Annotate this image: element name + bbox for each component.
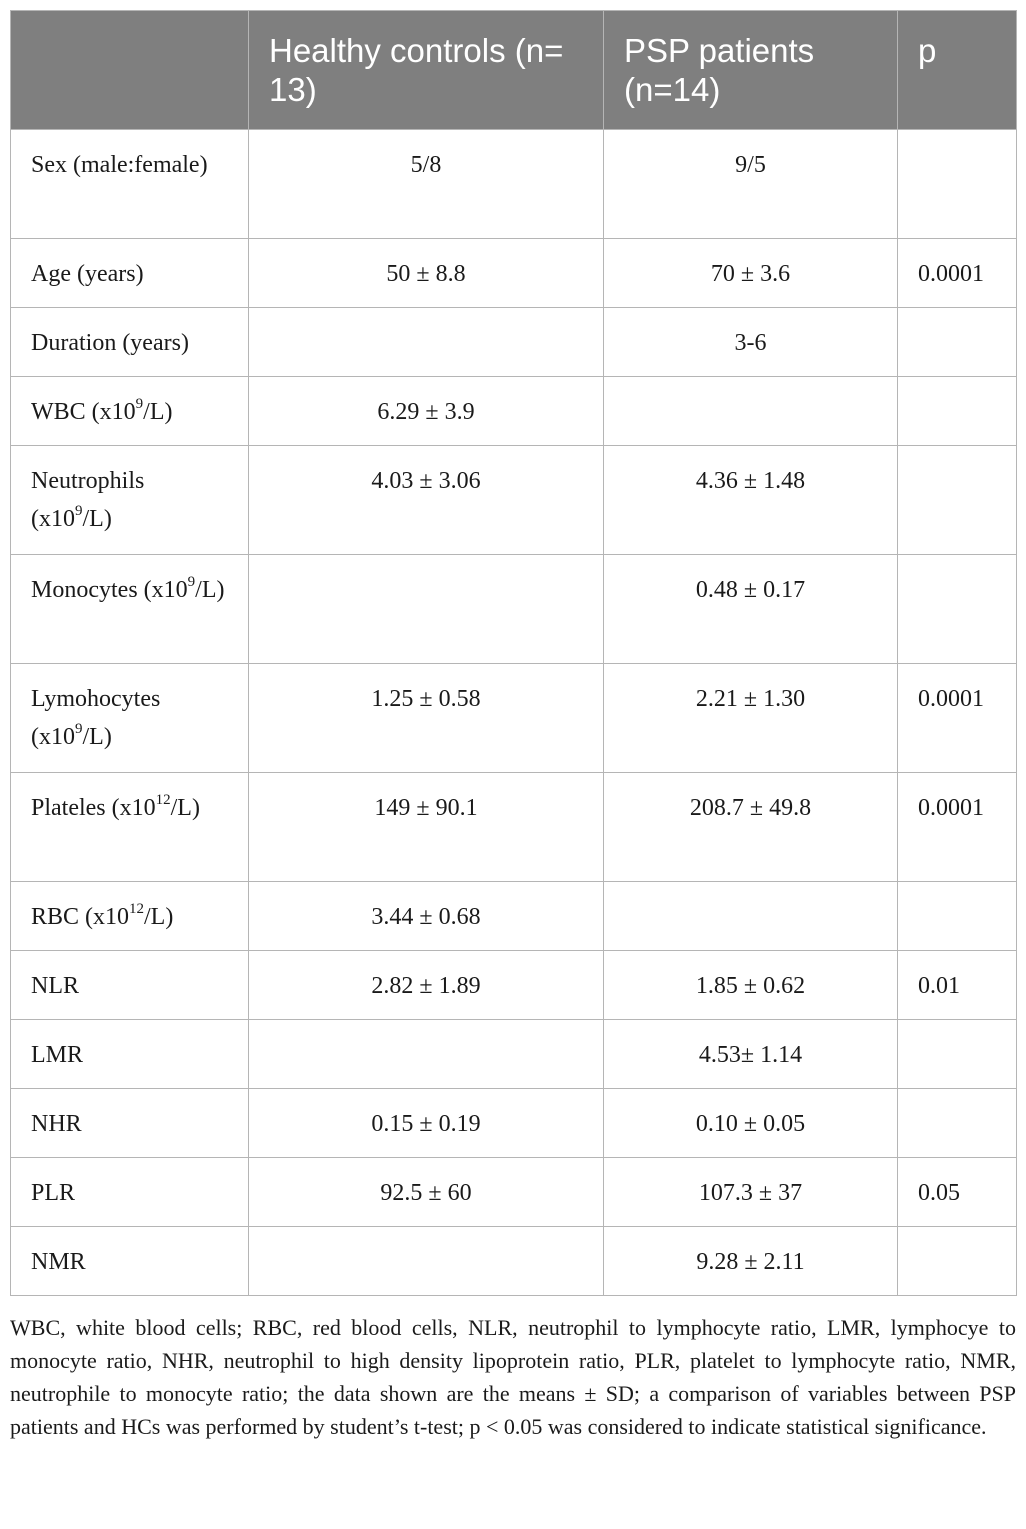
row-label-unit: /L) xyxy=(82,506,112,532)
row-label-exponent: 9 xyxy=(187,574,196,590)
p-value: 0.0001 xyxy=(898,773,1017,882)
p-value xyxy=(898,555,1017,664)
healthy-controls-value: 1.25 ± 0.58 xyxy=(249,664,604,773)
psp-patients-value: 1.85 ± 0.62 xyxy=(604,951,898,1020)
psp-patients-value: 208.7 ± 49.8 xyxy=(604,773,898,882)
row-label xyxy=(11,377,249,446)
table-row xyxy=(11,773,1017,882)
row-label-exponent: 9 xyxy=(135,396,144,412)
healthy-controls-value: 50 ± 8.8 xyxy=(249,239,604,308)
row-label-text: Monocytes (x10 xyxy=(31,577,188,603)
table-row xyxy=(11,377,1017,446)
psp-patients-value: 0.48 ± 0.17 xyxy=(604,555,898,664)
header-row xyxy=(11,11,1017,130)
header-healthy-controls: Healthy controls (n= 13) xyxy=(249,11,604,130)
row-label: PLR xyxy=(11,1158,249,1227)
psp-patients-value xyxy=(604,377,898,446)
psp-patients-value: 0.10 ± 0.05 xyxy=(604,1089,898,1158)
header-p-value: p xyxy=(898,11,1017,130)
psp-patients-value: 4.36 ± 1.48 xyxy=(604,446,898,555)
row-label xyxy=(11,446,249,555)
table-footnote: WBC, white blood cells; RBC, red blood cells, NLR, neutrophil to lymphocyte ratio, LMR, lymphocye to monocyte ratio, NHR, neutrophil to high density lipoprotein ratio, PLR, platelet to lymphocyte ratio, NMR, neutrophile to monocyte ratio; the data shown are the means ± SD; a comparison of variables between PSP patients and HCs was performed by student’s t-test; p < 0.05 was considered to indicate statistical significance. xyxy=(10,1315,1016,1439)
row-label-text: Plateles (x10 xyxy=(31,795,156,821)
row-label-unit: /L) xyxy=(143,399,173,425)
table-row xyxy=(11,130,1017,239)
healthy-controls-value xyxy=(249,1227,604,1296)
table-row xyxy=(11,239,1017,308)
p-value: 0.0001 xyxy=(898,239,1017,308)
row-label: Sex (male:female) xyxy=(11,130,249,239)
p-value xyxy=(898,1089,1017,1158)
psp-patients-value: 70 ± 3.6 xyxy=(604,239,898,308)
healthy-controls-value: 6.29 ± 3.9 xyxy=(249,377,604,446)
row-label xyxy=(11,882,249,951)
psp-patients-value: 9.28 ± 2.11 xyxy=(604,1227,898,1296)
row-label-unit: /L) xyxy=(195,577,225,603)
table-row xyxy=(11,555,1017,664)
row-label-exponent: 12 xyxy=(129,901,145,917)
row-label-text: WBC (x10 xyxy=(31,399,136,425)
psp-patients-value: 9/5 xyxy=(604,130,898,239)
table-header xyxy=(11,11,1017,130)
row-label: Age (years) xyxy=(11,239,249,308)
row-label xyxy=(11,555,249,664)
healthy-controls-value: 92.5 ± 60 xyxy=(249,1158,604,1227)
psp-patients-value: 3-6 xyxy=(604,308,898,377)
table-body xyxy=(11,130,1017,1296)
p-value: 0.0001 xyxy=(898,664,1017,773)
psp-patients-value: 4.53± 1.14 xyxy=(604,1020,898,1089)
row-label-unit: /L) xyxy=(144,904,174,930)
healthy-controls-value: 4.03 ± 3.06 xyxy=(249,446,604,555)
p-value xyxy=(898,1227,1017,1296)
row-label: NHR xyxy=(11,1089,249,1158)
table-container xyxy=(10,10,1016,1443)
table-row xyxy=(11,951,1017,1020)
row-label xyxy=(11,773,249,882)
table-row xyxy=(11,308,1017,377)
p-value xyxy=(898,308,1017,377)
row-label-text: RBC (x10 xyxy=(31,904,130,930)
p-value xyxy=(898,882,1017,951)
row-label: NLR xyxy=(11,951,249,1020)
data-table xyxy=(10,10,1017,1296)
row-label-unit: /L) xyxy=(170,795,200,821)
psp-patients-value: 2.21 ± 1.30 xyxy=(604,664,898,773)
header-psp-patients: PSP patients (n=14) xyxy=(604,11,898,130)
table-row xyxy=(11,882,1017,951)
healthy-controls-value xyxy=(249,555,604,664)
healthy-controls-value: 3.44 ± 0.68 xyxy=(249,882,604,951)
p-value: 0.01 xyxy=(898,951,1017,1020)
healthy-controls-value: 2.82 ± 1.89 xyxy=(249,951,604,1020)
table-row xyxy=(11,1158,1017,1227)
row-label-text: Neutrophils (x10 xyxy=(31,468,145,532)
p-value xyxy=(898,1020,1017,1089)
healthy-controls-value: 5/8 xyxy=(249,130,604,239)
healthy-controls-value: 149 ± 90.1 xyxy=(249,773,604,882)
p-value xyxy=(898,446,1017,555)
healthy-controls-value xyxy=(249,308,604,377)
row-label: Duration (years) xyxy=(11,308,249,377)
p-value: 0.05 xyxy=(898,1158,1017,1227)
table-row xyxy=(11,446,1017,555)
p-value xyxy=(898,377,1017,446)
table-row xyxy=(11,1227,1017,1296)
row-label-exponent: 9 xyxy=(75,503,83,519)
table-row xyxy=(11,1089,1017,1158)
row-label xyxy=(11,664,249,773)
psp-patients-value xyxy=(604,882,898,951)
row-label-text: Lymohocytes (x10 xyxy=(31,686,161,750)
psp-patients-value: 107.3 ± 37 xyxy=(604,1158,898,1227)
healthy-controls-value: 0.15 ± 0.19 xyxy=(249,1089,604,1158)
table-row xyxy=(11,664,1017,773)
header-blank-cell xyxy=(11,11,249,130)
row-label: LMR xyxy=(11,1020,249,1089)
p-value xyxy=(898,130,1017,239)
row-label: NMR xyxy=(11,1227,249,1296)
row-label-exponent: 12 xyxy=(155,792,171,808)
healthy-controls-value xyxy=(249,1020,604,1089)
row-label-exponent: 9 xyxy=(75,721,83,737)
row-label-unit: /L) xyxy=(82,724,112,750)
table-row xyxy=(11,1020,1017,1089)
